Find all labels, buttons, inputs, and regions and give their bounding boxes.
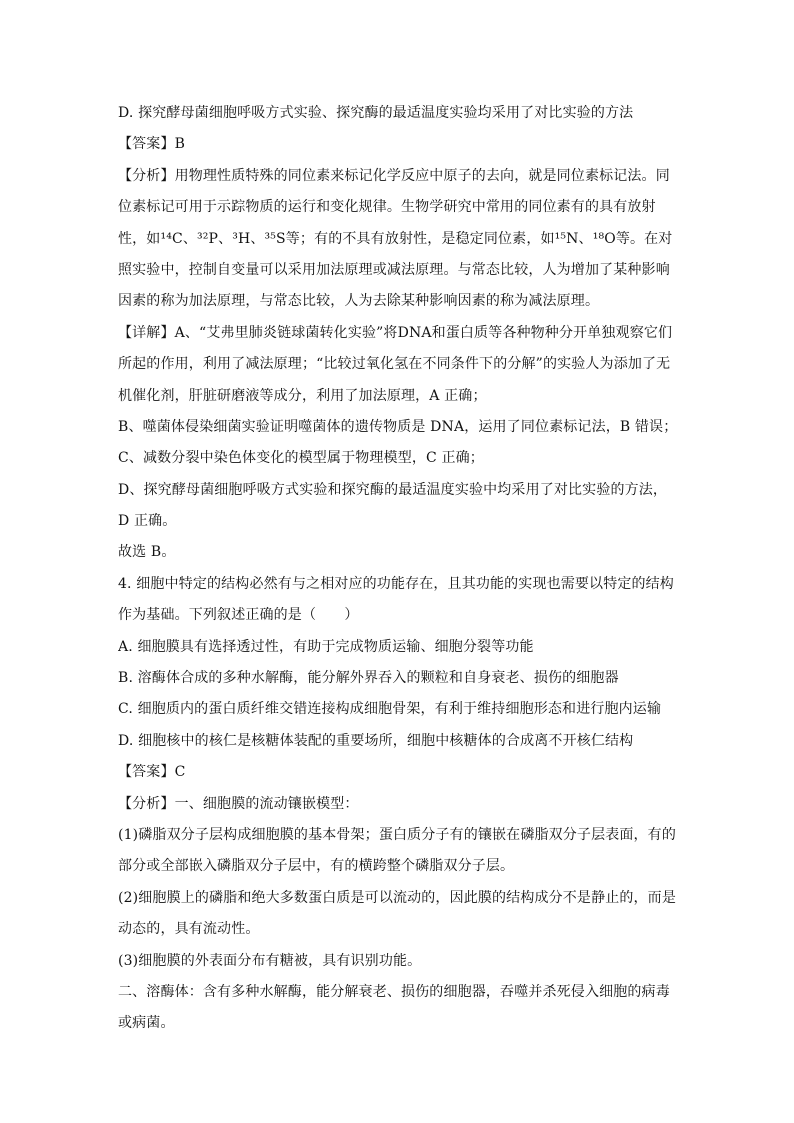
analysis-line: 或病菌。: [118, 1015, 175, 1032]
analysis-line: 二、溶酶体：含有多种水解酶，能分解衰老、损伤的细胞器，吞噬并杀死侵入细胞的病毒: [118, 983, 670, 1000]
explanation-line: B、噬菌体侵染细菌实验证明噬菌体的遗传物质是 DNA，运用了同位素标记法，B 错误；: [118, 418, 678, 435]
analysis-line: 因素的称为加法原理，与常态比较，人为去除某种影响因素的称为减法原理。: [118, 293, 600, 310]
analysis-line: (1)磷脂双分子层构成细胞膜的基本骨架；蛋白质分子有的镶嵌在磷脂双分子层表面，有的: [118, 826, 676, 843]
answer-label: 【答案】C: [118, 764, 186, 781]
option-a: A. 细胞膜具有选择透过性，有助于完成物质运输、细胞分裂等功能: [118, 638, 534, 655]
analysis-line: 动态的，具有流动性。: [118, 921, 260, 938]
option-d: D. 细胞核中的核仁是核糖体装配的重要场所，细胞中核糖体的合成离不开核仁结构: [118, 732, 634, 749]
explanation-line: D、探究酵母菌细胞呼吸方式实验和探究酶的最适温度实验中均采用了对比实验的方法，: [118, 481, 668, 498]
analysis-line: 性，如¹⁴C、³²P、³H、³⁵S等；有的不具有放射性，是稳定同位素，如¹⁵N、¹⁸O等。在对: [118, 230, 673, 247]
explanation-line: C、减数分裂中染色体变化的模型属于物理模型，C 正确；: [118, 450, 484, 467]
explanation-line: 机催化剂，肝脏研磨液等成分，利用了加法原理，A 正确；: [118, 387, 487, 404]
analysis-line: 照实验中，控制自变量可以采用加法原理或减法原理。与常态比较，人为增加了某种影响: [118, 261, 670, 278]
question-4-line: 作为基础。下列叙述正确的是（ ）: [118, 607, 359, 624]
conclusion-line: 故选 B。: [118, 544, 176, 561]
document-page: [118, 103, 678, 1045]
analysis-line: (3)细胞膜的外表面分布有糖被，具有识别功能。: [118, 952, 422, 969]
analysis-line: 【分析】用物理性质特殊的同位素来标记化学反应中原子的去向，就是同位素标记法。同: [118, 167, 670, 184]
analysis-line: (2)细胞膜上的磷脂和绝大多数蛋白质是可以流动的，因此膜的结构成分不是静止的，而是: [118, 889, 676, 906]
explanation-line: 【详解】A、“艾弗里肺炎链球菌转化实验”将DNA和蛋白质等各种物种分开单独观察它们: [118, 324, 673, 341]
option-c: C. 细胞质内的蛋白质纤维交错连接构成细胞骨架，有利于维持细胞形态和进行胞内运输: [118, 701, 662, 718]
answer-label: 【答案】B: [118, 136, 186, 153]
analysis-line: 【分析】一、细胞膜的流动镶嵌模型：: [118, 795, 359, 812]
analysis-line: 位素标记可用于示踪物质的运行和变化规律。生物学研究中常用的同位素有的具有放射: [118, 199, 656, 216]
explanation-line: 所起的作用，利用了减法原理；“比较过氧化氢在不同条件下的分解”的实验人为添加了无: [118, 356, 671, 373]
option-b: B. 溶酶体合成的多种水解酶，能分解外界吞入的颗粒和自身衰老、损伤的细胞器: [118, 670, 619, 687]
question-4-line: 4. 细胞中特定的结构必然有与之相对应的功能存在，且其功能的实现也需要以特定的结构: [118, 575, 674, 592]
option-d-previous: D. 探究酵母菌细胞呼吸方式实验、探究酶的最适温度实验均采用了对比实验的方法: [118, 105, 634, 121]
analysis-line: 部分或全部嵌入磷脂双分子层中，有的横跨整个磷脂双分子层。: [118, 858, 515, 875]
explanation-line: D 正确。: [118, 513, 177, 530]
